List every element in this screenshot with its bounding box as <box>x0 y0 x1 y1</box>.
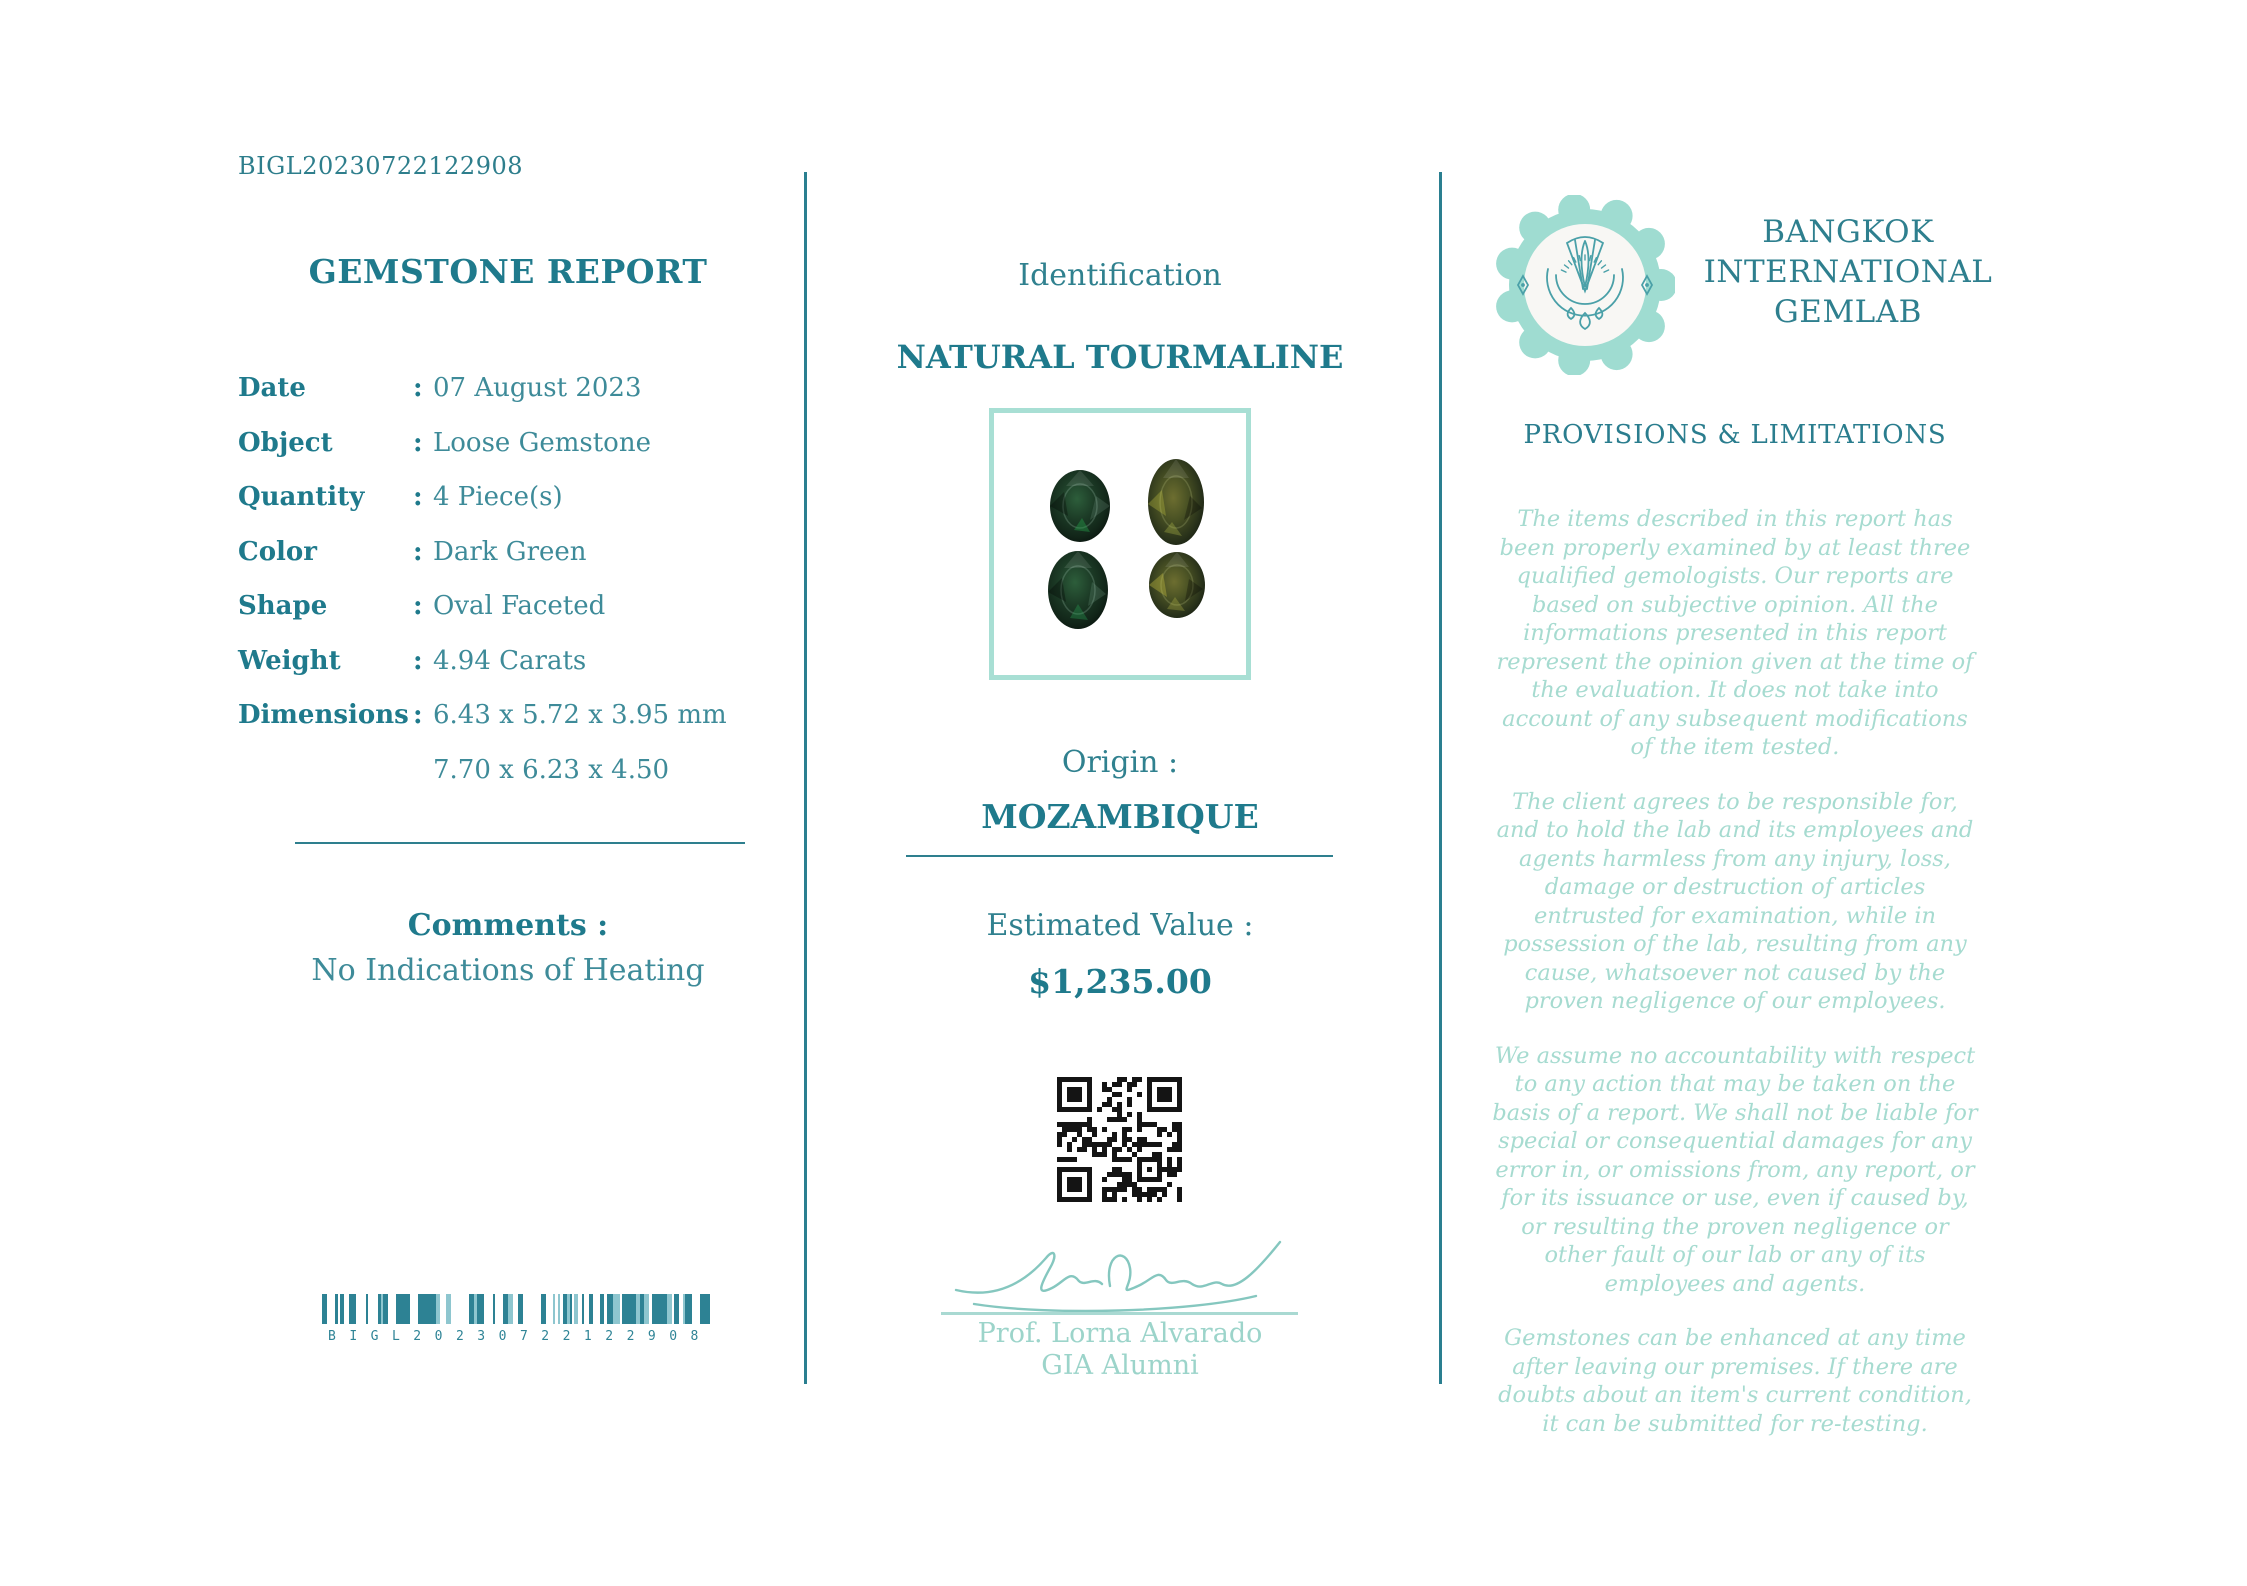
field-row-dimensions-2 <box>238 755 778 810</box>
field-value: Dark Green <box>433 536 587 567</box>
estimated-value-amount: $1,235.00 <box>1028 962 1212 1001</box>
barcode-label: BIGL20230722122908 <box>328 1329 712 1344</box>
field-label: Weight <box>238 645 341 676</box>
signatory-name: Prof. Lorna Alvarado <box>977 1318 1263 1349</box>
gemlab-seal-icon <box>1495 195 1675 375</box>
field-row-quantity: Quantity : 4 Piece(s) <box>238 482 563 512</box>
provisions-paragraph: Gemstones can be enhanced at any time after leaving our premises. If there are doubts about an item's current condition, it can be submitted for re-testing. <box>1498 1325 1972 1437</box>
divider <box>295 842 745 844</box>
report-number: BIGL20230722122908 <box>238 152 523 180</box>
field-label: Color <box>238 536 317 567</box>
field-label: Date <box>238 373 306 403</box>
field-value: Loose Gemstone <box>433 427 651 458</box>
field-row-weight: Weight : 4.94 Carats <box>238 645 587 676</box>
signature-line <box>941 1312 1298 1315</box>
origin-heading: Origin : <box>1061 745 1179 780</box>
lab-name-line: BANGKOK <box>1762 214 1934 250</box>
gem-top-right <box>1148 459 1204 545</box>
field-value: Oval Faceted <box>433 591 606 621</box>
column-divider <box>1439 172 1442 1384</box>
gem-bottom-left <box>1048 551 1108 629</box>
gem-identification: NATURAL TOURMALINE <box>896 338 1344 376</box>
provisions-heading: PROVISIONS & LIMITATIONS <box>1523 420 1947 450</box>
field-row-date: Date : 07 August 2023 <box>238 373 642 403</box>
lab-name <box>1683 212 2013 332</box>
field-row-object: Object : Loose Gemstone <box>238 427 651 458</box>
comments-heading: Comments : <box>407 908 609 943</box>
barcode-bars <box>322 1294 710 1324</box>
provisions-paragraphs <box>1488 505 1982 1464</box>
field-value: 6.43 x 5.72 x 3.95 mm <box>433 700 727 730</box>
field-value: 4.94 Carats <box>433 645 587 676</box>
report-fields <box>238 373 778 809</box>
column-divider <box>804 172 807 1384</box>
gemstone-photo-image <box>994 413 1246 675</box>
origin-value: MOZAMBIQUE <box>981 797 1259 836</box>
qr-code <box>1055 1075 1185 1205</box>
field-label: Quantity <box>238 482 365 512</box>
provisions-paragraph: The items described in this report has been properly examined by at least three qualified gemologists. Our reports are based on subjective opinion. All the informations presented in this report represent the opinion given at the time of the evaluation. It does not take into account of any subsequent modifications of the item tested. <box>1496 506 1974 760</box>
identification-panel <box>870 0 1370 1586</box>
field-label: Shape <box>238 591 328 621</box>
lab-name-line: INTERNATIONAL <box>1703 254 1993 290</box>
field-row-shape: Shape : Oval Faceted <box>238 591 606 621</box>
gem-top-left <box>1050 470 1110 542</box>
signatory-title: GIA Alumni <box>1041 1350 1199 1381</box>
provisions-paragraph: We assume no accountability with respect to any action that may be taken on the basis of a report. We shall not be liable for special or consequential damages for any error in, or omissions from, any report, or for its issuance or use, even if caused by, or resulting the proven negligence or other fault of our lab or any of its employees and agents. <box>1492 1042 1978 1297</box>
divider <box>906 855 1333 857</box>
estimated-value-heading: Estimated Value : <box>986 908 1254 943</box>
field-label: Object <box>238 427 333 458</box>
gemstone-photo <box>989 408 1251 680</box>
gem-bottom-right <box>1149 552 1205 618</box>
field-row-dimensions: Dimensions : 6.43 x 5.72 x 3.95 mm <box>238 700 727 730</box>
handwritten-signature <box>950 1228 1290 1312</box>
identification-heading: Identification <box>1018 258 1222 293</box>
field-value: 7.70 x 6.23 x 4.50 <box>433 754 670 785</box>
provisions-paragraph: The client agrees to be responsible for, and to hold the lab and its employees and agents harmless from any injury, loss, damage or destruction of articles entrusted for examination, while in possession of the lab, resulting from any cause, whatsoever not caused by the proven negligence of our employees. <box>1496 788 1974 1014</box>
report-details-panel <box>238 252 778 809</box>
field-row-color: Color : Dark Green <box>238 536 587 567</box>
field-value: 4 Piece(s) <box>433 482 563 512</box>
lab-name-line: GEMLAB <box>1774 294 1922 330</box>
field-value: 07 August 2023 <box>433 373 642 403</box>
page-title: GEMSTONE REPORT <box>308 252 708 291</box>
comments-text: No Indications of Heating <box>311 953 705 988</box>
barcode <box>322 1294 710 1344</box>
field-label: Dimensions <box>238 700 409 730</box>
